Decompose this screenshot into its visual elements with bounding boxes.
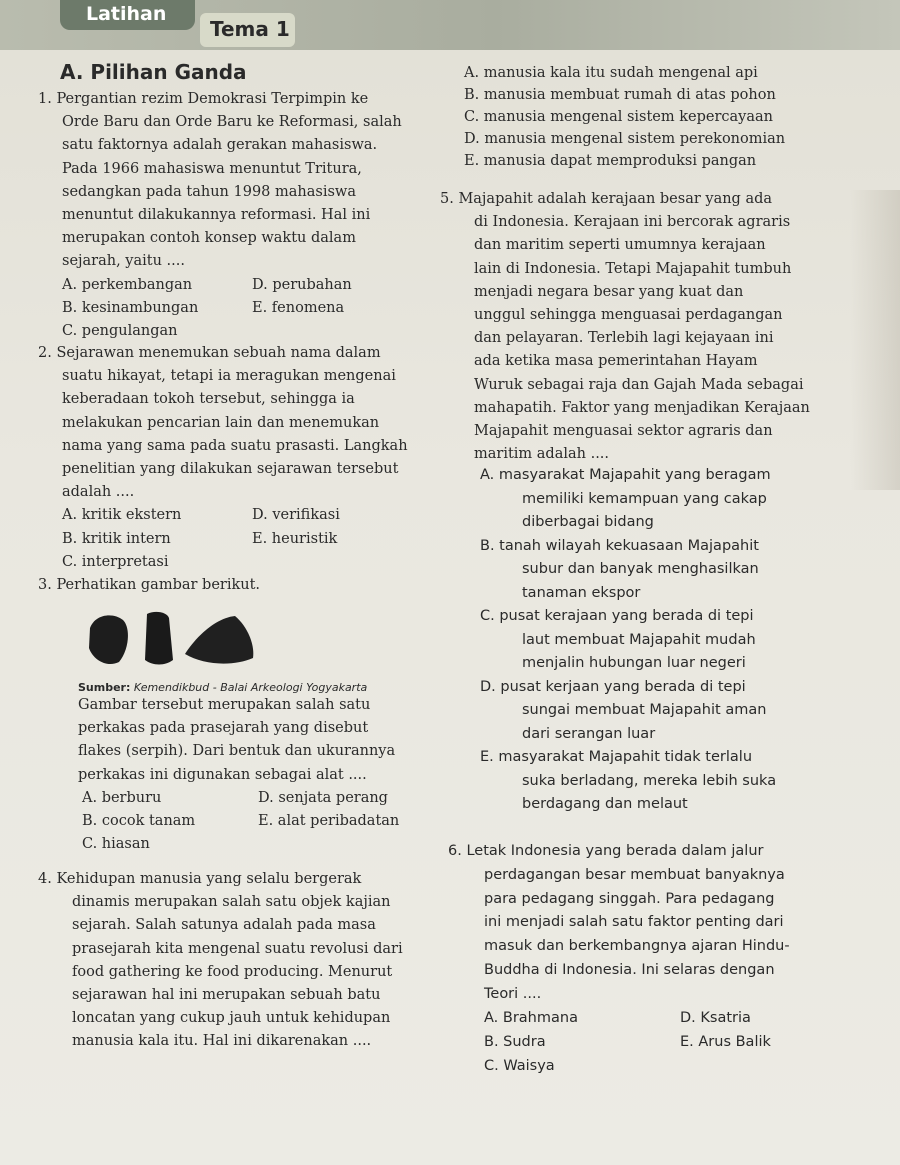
- question-5: [440, 188, 860, 466]
- q6-line: Buddha di Indonesia. Ini selaras dengan: [484, 961, 775, 978]
- question-6: [448, 840, 878, 1079]
- q1-option-a[interactable]: A. perkembangan: [62, 276, 193, 293]
- tema-tab: [200, 13, 295, 47]
- tema-label: Tema 1: [210, 17, 290, 41]
- section-title: A. Pilihan Ganda: [60, 60, 247, 84]
- q3-line: perkakas ini digunakan sebagai alat ....: [78, 766, 367, 783]
- q3-line: perkakas pada prasejarah yang disebut: [78, 720, 369, 737]
- q5-line: maritim adalah ....: [474, 446, 610, 463]
- q6-option-b[interactable]: B. Sudra: [484, 1033, 546, 1050]
- q6-line: para pedagang singgah. Para pedagang: [484, 890, 775, 907]
- q5-option-e-cont: suka berladang, mereka lebih suka: [522, 772, 777, 789]
- q4-line: dinamis merupakan salah satu objek kajian: [72, 894, 391, 911]
- q5-line: ada ketika masa pemerintahan Hayam: [474, 353, 758, 370]
- q3-body: [78, 694, 428, 856]
- q4-line: sejarah. Salah satunya adalah pada masa: [72, 917, 376, 934]
- q2-option-c[interactable]: C. interpretasi: [62, 553, 169, 570]
- q4-option-b[interactable]: B. manusia membuat rumah di atas pohon: [464, 87, 776, 103]
- q5-line: 5. Majapahit adalah kerajaan besar yang ada: [440, 191, 773, 207]
- q5-option-a-cont: memiliki kemampuan yang cakap: [522, 490, 767, 507]
- q4-option-a[interactable]: A. manusia kala itu sudah mengenal api: [464, 65, 758, 81]
- q5-option-e[interactable]: E. masyarakat Majapahit tidak terlalu: [480, 749, 753, 765]
- q5-option-b[interactable]: B. tanah wilayah kekuasaan Majapahit: [480, 537, 759, 554]
- q3-option-d[interactable]: D. senjata perang: [258, 789, 388, 806]
- q1-line: menuntut dilakukannya reformasi. Hal ini: [62, 206, 371, 223]
- q1-option-c[interactable]: C. pengulangan: [62, 322, 178, 339]
- q3-source-label: Sumber:: [78, 681, 131, 694]
- q2-line: keberadaan tokoh tersebut, sehingga ia: [62, 391, 355, 408]
- q4-line: 4. Kehidupan manusia yang selalu bergerak: [38, 871, 362, 887]
- q5-line: Wuruk sebagai raja dan Gajah Mada sebagai: [474, 376, 804, 393]
- q2-line: 2. Sejarawan menemukan sebuah nama dalam: [38, 345, 381, 361]
- q1-line: Pada 1966 mahasiswa menuntut Tritura,: [62, 160, 362, 177]
- q6-option-e[interactable]: E. Arus Balik: [680, 1033, 771, 1050]
- q5-options: [480, 464, 880, 817]
- q1-option-e[interactable]: E. fenomena: [252, 299, 345, 316]
- q1-line: merupakan contoh konsep waktu dalam: [62, 230, 356, 247]
- q3-option-c[interactable]: C. hiasan: [82, 836, 150, 853]
- q5-line: mahapatih. Faktor yang menjadikan Kerajaan: [474, 399, 810, 416]
- q4-line: manusia kala itu. Hal ini dikarenakan ....: [72, 1033, 372, 1050]
- question-2: [38, 342, 428, 574]
- question-3: [38, 574, 428, 597]
- q5-option-b-cont: tanaman ekspor: [522, 584, 641, 601]
- q1-line: satu faktornya adalah gerakan mahasiswa.: [62, 137, 378, 154]
- q1-option-b[interactable]: B. kesinambungan: [62, 299, 199, 316]
- question-1: [38, 88, 428, 343]
- q3-source-text: Kemendikbud - Balai Arkeologi Yogyakarta: [133, 681, 368, 694]
- q5-option-d-cont: sungai membuat Majapahit aman: [522, 702, 767, 718]
- q2-line: melakukan pencarian lain dan menemukan: [62, 414, 380, 431]
- q5-line: di Indonesia. Kerajaan ini bercorak agraris: [474, 214, 791, 231]
- q1-option-d[interactable]: D. perubahan: [252, 276, 352, 293]
- q5-option-c-cont: laut membuat Majapahit mudah: [522, 631, 756, 648]
- q6-line: 6. Letak Indonesia yang berada dalam jalur: [448, 843, 764, 859]
- q3-option-b[interactable]: B. cocok tanam: [82, 812, 196, 829]
- q5-option-d-cont: dari serangan luar: [522, 725, 656, 742]
- q5-line: menjadi negara besar yang kuat dan: [474, 283, 744, 300]
- q4-line: prasejarah kita mengenal suatu revolusi dari: [72, 940, 403, 957]
- q1-line: sedangkan pada tahun 1998 mahasiswa: [62, 183, 356, 200]
- q2-option-a[interactable]: A. kritik ekstern: [62, 507, 182, 524]
- question-4: [38, 868, 438, 1054]
- q3-option-e[interactable]: E. alat peribadatan: [258, 812, 400, 829]
- q4-option-e[interactable]: E. manusia dapat memproduksi pangan: [464, 153, 757, 169]
- q1-line: 1. Pergantian rezim Demokrasi Terpimpin ke: [38, 91, 369, 107]
- q1-line: Orde Baru dan Orde Baru ke Reformasi, salah: [62, 114, 402, 131]
- q3-line: flakes (serpih). Dari bentuk dan ukurannya: [78, 743, 396, 760]
- q3-line: Gambar tersebut merupakan salah satu: [78, 697, 371, 713]
- q4-line: loncatan yang cukup jauh untuk kehidupan: [72, 1010, 391, 1027]
- q3-intro: 3. Perhatikan gambar berikut.: [38, 577, 261, 593]
- q6-option-c[interactable]: C. Waisya: [484, 1057, 555, 1074]
- q5-option-b-cont: subur dan banyak menghasilkan: [522, 561, 759, 577]
- q5-option-e-cont: berdagang dan melaut: [522, 796, 688, 812]
- q3-option-a[interactable]: A. berburu: [82, 789, 162, 806]
- q5-line: lain di Indonesia. Tetapi Majapahit tumbuh: [474, 260, 792, 277]
- q5-option-c-cont: menjalin hubungan luar negeri: [522, 655, 746, 671]
- q6-option-a[interactable]: A. Brahmana: [484, 1009, 578, 1026]
- q2-line: adalah ....: [62, 484, 135, 501]
- q5-line: dan maritim seperti umumnya kerajaan: [474, 237, 766, 254]
- q2-option-d[interactable]: D. verifikasi: [252, 507, 340, 524]
- q4-option-c[interactable]: C. manusia mengenal sistem kepercayaan: [464, 109, 773, 125]
- q5-line: Majapahit menguasai sektor agraris dan: [474, 422, 773, 439]
- q5-option-c[interactable]: C. pusat kerajaan yang berada di tepi: [480, 608, 754, 624]
- q2-option-e[interactable]: E. heuristik: [252, 530, 338, 547]
- q6-line: perdagangan besar membuat banyaknya: [484, 866, 785, 883]
- q4-line: food gathering ke food producing. Menurut: [72, 963, 393, 980]
- q4-option-d[interactable]: D. manusia mengenal sistem perekonomian: [464, 131, 786, 147]
- q5-option-a-cont: diberbagai bidang: [522, 514, 654, 530]
- q2-line: penelitian yang dilakukan sejarawan tersebut: [62, 460, 399, 477]
- q2-line: suatu hikayat, tetapi ia meragukan mengenai: [62, 368, 396, 385]
- q6-option-d[interactable]: D. Ksatria: [680, 1009, 751, 1026]
- q2-option-b[interactable]: B. kritik intern: [62, 530, 171, 547]
- q1-line: sejarah, yaitu ....: [62, 253, 185, 270]
- q4-line: sejarawan hal ini merupakan sebuah batu: [72, 986, 381, 1003]
- q5-line: unggul sehingga menguasai perdagangan: [474, 306, 783, 323]
- q5-line: dan pelayaran. Terlebih lagi kejayaan ini: [474, 330, 774, 347]
- q5-option-d[interactable]: D. pusat kerjaan yang berada di tepi: [480, 678, 746, 695]
- latihan-tab: [60, 0, 195, 30]
- q2-line: nama yang sama pada suatu prasasti. Langkah: [62, 437, 408, 454]
- q5-option-a[interactable]: A. masyarakat Majapahit yang beragam: [480, 467, 771, 483]
- latihan-label: Latihan: [86, 3, 167, 25]
- flakes-artifact-photo: [85, 608, 265, 668]
- q4-options: [464, 62, 785, 172]
- q6-line: masuk dan berkembangnya ajaran Hindu-: [484, 938, 790, 955]
- q6-line: Teori ....: [484, 985, 542, 1002]
- q6-line: ini menjadi salah satu faktor penting dari: [484, 914, 784, 931]
